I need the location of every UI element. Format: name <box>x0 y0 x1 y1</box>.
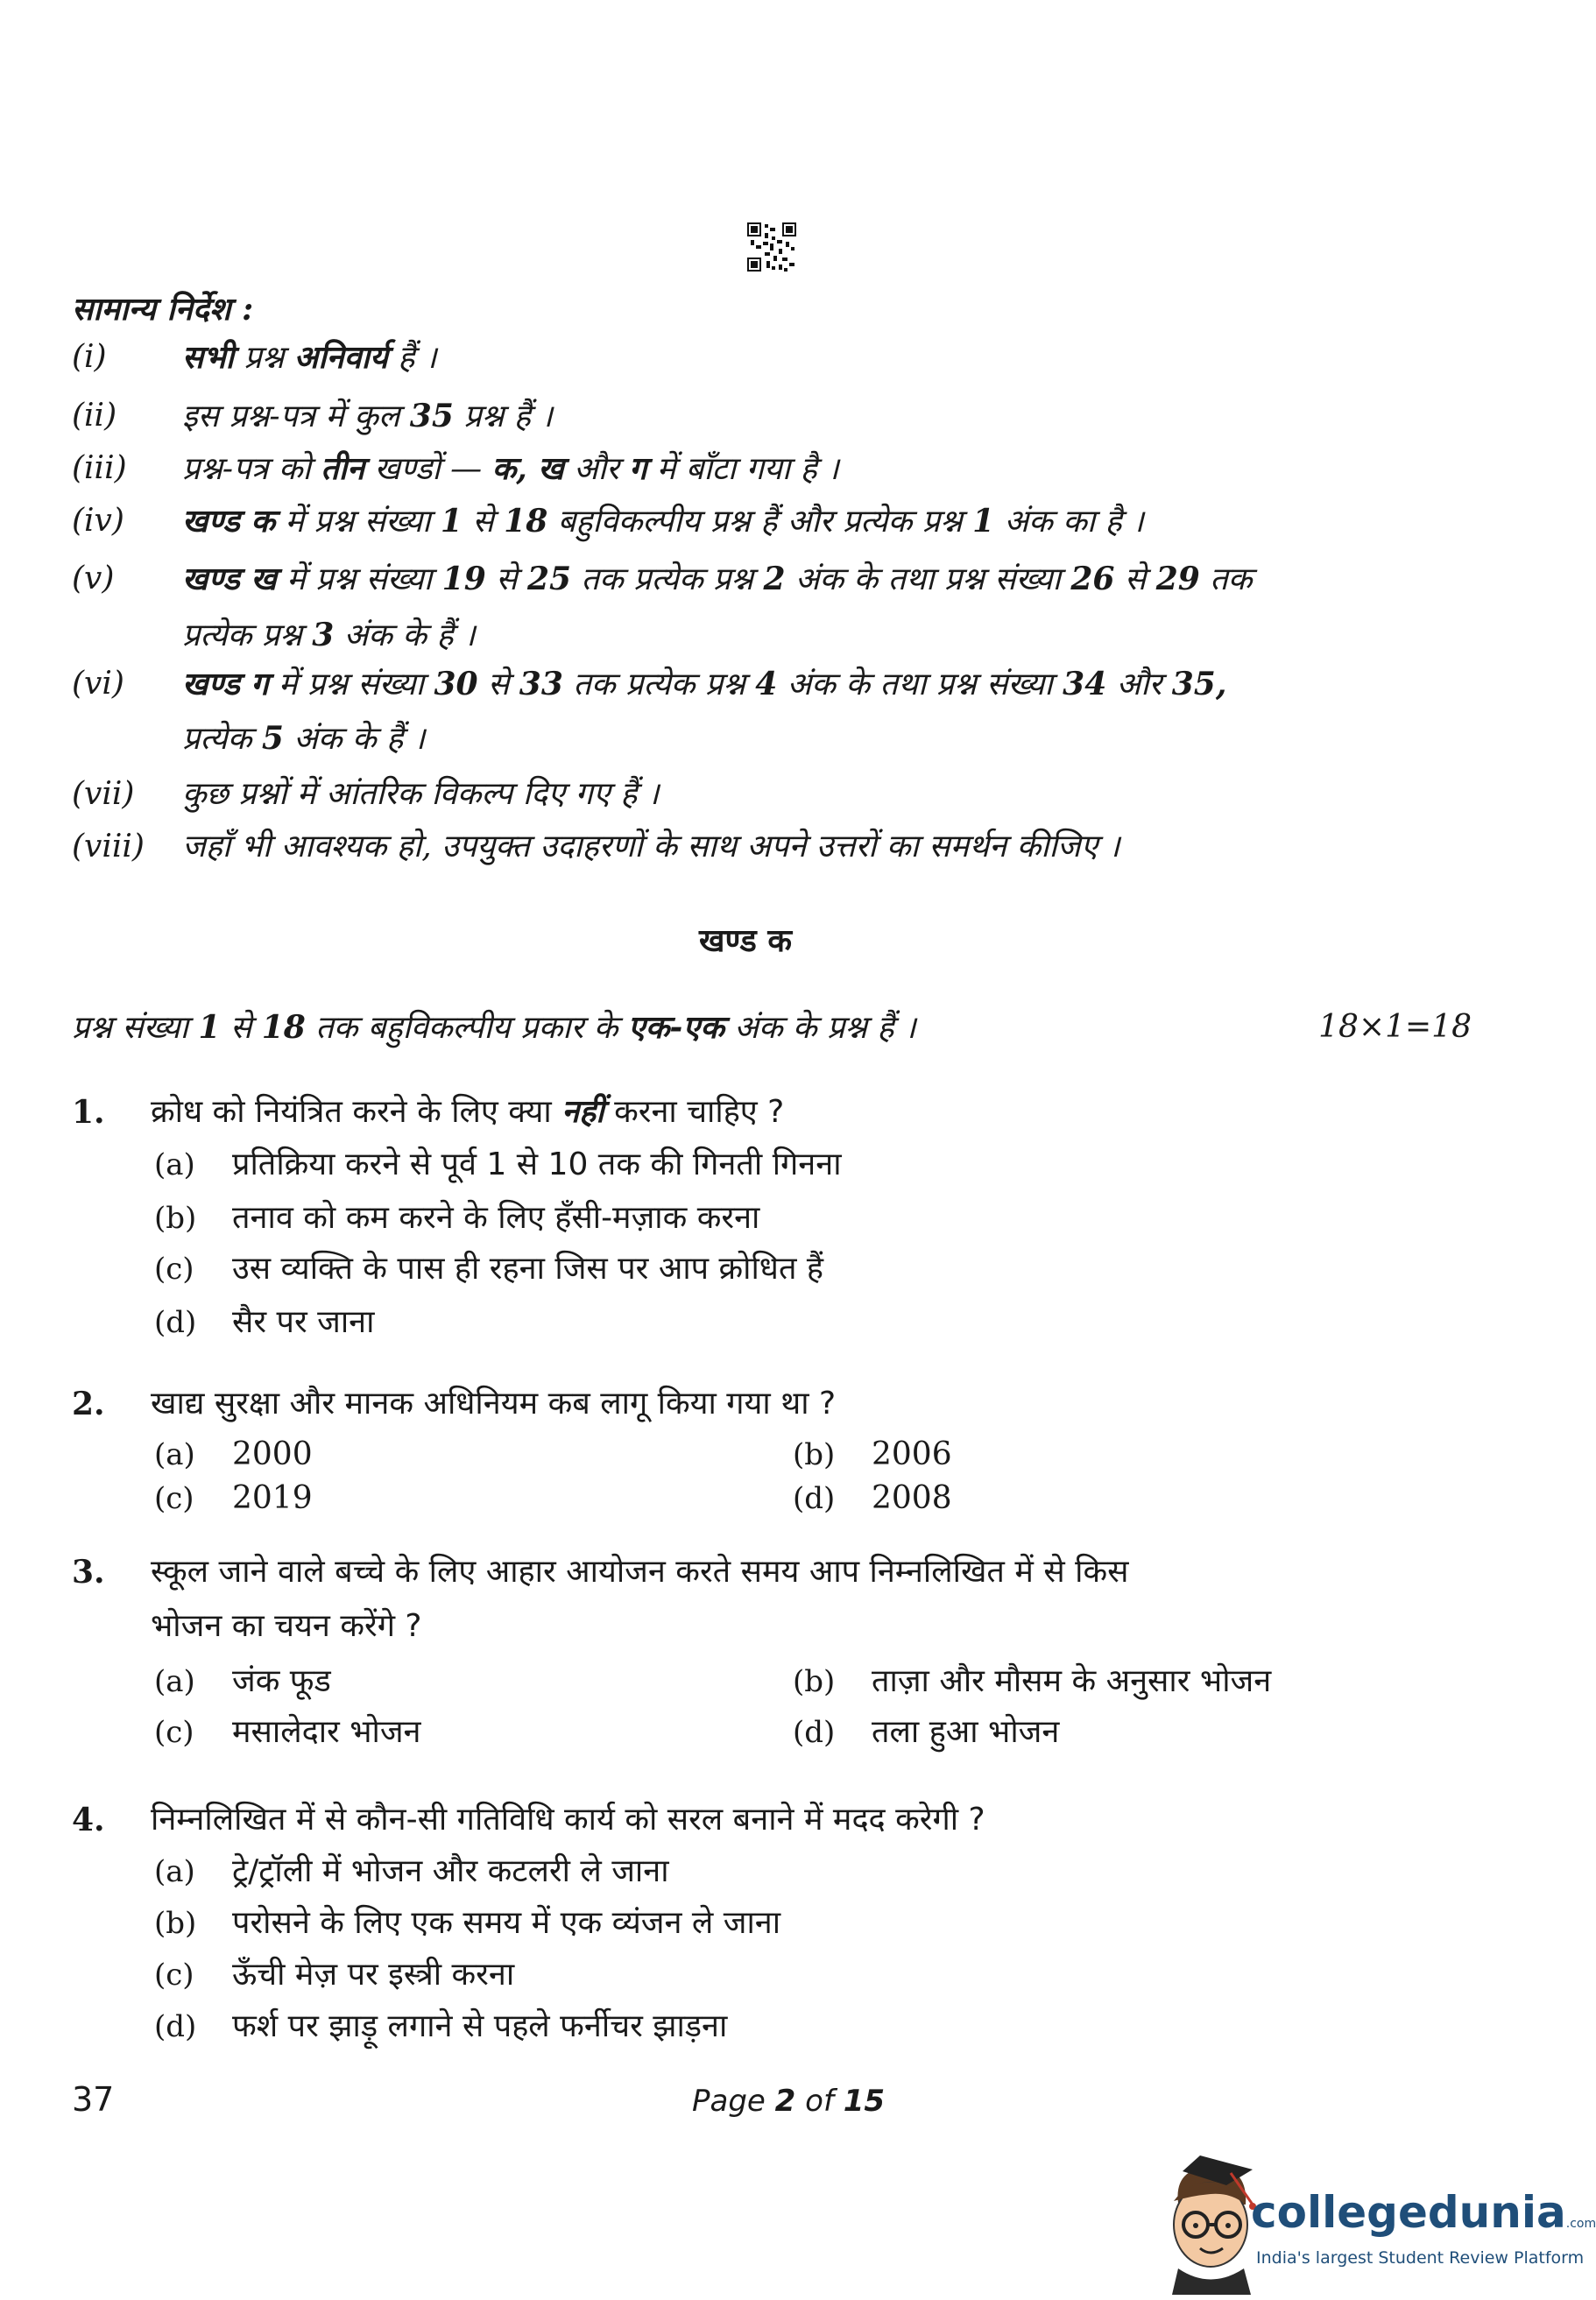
instruction-number: (iii) <box>72 450 127 486</box>
brand-name: collegedunia <box>1251 2187 1566 2238</box>
option-label: (c) <box>154 1958 194 1993</box>
instruction-number: (vii) <box>72 776 135 812</box>
brand-tagline: India's largest Student Review Platform <box>1256 2248 1585 2268</box>
question-text: क्रोध को नियंत्रित करने के लिए क्या नहीं करना चाहिए ? <box>151 1094 785 1130</box>
section-title: खण्ड क <box>699 923 792 959</box>
instruction-item: खण्ड क में प्रश्न संख्या 1 से 18 बहुविकल्पीय प्रश्न हैं और प्रत्येक प्रश्न 1 अंक का है । <box>182 503 1144 540</box>
option-label: (c) <box>154 1252 194 1287</box>
option-text: 2019 <box>232 1480 313 1516</box>
instruction-item: कुछ प्रश्नों में आंतरिक विकल्प दिए गए हैं । <box>182 776 660 812</box>
option-label: (a) <box>154 1854 195 1889</box>
brand-tld: .com <box>1565 2217 1596 2231</box>
option-text: परोसने के लिए एक समय में एक व्यंजन ले जाना <box>232 1905 781 1941</box>
instruction-item: सभी प्रश्न अनिवार्य हैं । <box>182 339 437 376</box>
option-text: मसालेदार भोजन <box>232 1714 421 1750</box>
question-text: निम्नलिखित में से कौन-सी गतिविधि कार्य को सरल बनाने में मदद करेगी ? <box>151 1802 985 1838</box>
option-text: तला हुआ भोजन <box>872 1714 1060 1750</box>
option-text: सैर पर जाना <box>232 1304 375 1340</box>
section-intro: प्रश्न संख्या 1 से 18 तक बहुविकल्पीय प्रकार के एक-एक अंक के प्रश्न हैं । <box>72 1009 916 1046</box>
option-text: जंक फूड <box>232 1663 331 1699</box>
instruction-item: जहाँ भी आवश्यक हो, उपयुक्त उदाहरणों के साथ अपने उत्तरों का समर्थन कीजिए । <box>182 829 1120 864</box>
instruction-item-continued: प्रत्येक 5 अंक के हैं । <box>182 720 426 757</box>
option-label: (c) <box>154 1715 194 1750</box>
instruction-number: (ii) <box>72 398 117 434</box>
option-text: तनाव को कम करने के लिए हँसी-मज़ाक करना <box>232 1200 760 1236</box>
option-label: (c) <box>154 1481 194 1516</box>
question-number: 1. <box>72 1094 105 1131</box>
question-text-continued: भोजन का चयन करेंगे ? <box>151 1608 422 1644</box>
question-number: 3. <box>72 1554 105 1591</box>
collegedunia-logo <box>1148 2150 1596 2295</box>
option-label: (b) <box>154 1906 197 1941</box>
question-text: स्कूल जाने वाले बच्चे के लिए आहार आयोजन करते समय आप निम्नलिखित में से किस <box>151 1554 1129 1590</box>
qr-code <box>747 222 796 272</box>
option-label: (a) <box>154 1664 195 1699</box>
instructions-heading: सामान्य निर्देश : <box>72 291 254 328</box>
option-text: 2000 <box>232 1436 313 1472</box>
option-text: उस व्यक्ति के पास ही रहना जिस पर आप क्रोधित हैं <box>232 1251 824 1287</box>
option-label: (a) <box>154 1437 195 1472</box>
option-label: (d) <box>793 1715 836 1750</box>
question-number: 2. <box>72 1386 105 1422</box>
instruction-item-continued: प्रत्येक प्रश्न 3 अंक के हैं । <box>182 617 476 653</box>
option-label: (d) <box>154 1305 197 1340</box>
option-text: ट्रे/ट्रॉली में भोजन और कटलरी ले जाना <box>232 1853 669 1889</box>
option-text: प्रतिक्रिया करने से पूर्व 1 से 10 तक की गिनती गिनना <box>232 1146 842 1182</box>
option-text: ऊँची मेज़ पर इस्त्री करना <box>232 1957 515 1993</box>
option-text: 2008 <box>872 1480 952 1516</box>
instruction-number: (viii) <box>72 829 145 864</box>
question-number: 4. <box>72 1802 105 1838</box>
instruction-item: खण्ड ग में प्रश्न संख्या 30 से 33 तक प्रत्येक प्रश्न 4 अंक के तथा प्रश्न संख्या 34 और 35, <box>182 666 1227 702</box>
option-text: 2006 <box>872 1436 952 1472</box>
option-label: (b) <box>154 1201 197 1236</box>
instruction-number: (iv) <box>72 503 124 539</box>
option-text: ताज़ा और मौसम के अनुसार भोजन <box>872 1663 1272 1699</box>
instruction-item: प्रश्न-पत्र को तीन खण्डों — क, ख और ग में बाँटा गया है । <box>182 450 839 487</box>
instruction-number: (vi) <box>72 666 124 702</box>
instruction-number: (v) <box>72 561 115 596</box>
instruction-item: खण्ड ख में प्रश्न संख्या 19 से 25 तक प्रत्येक प्रश्न 2 अंक के तथा प्रश्न संख्या 26 से 29 तक <box>182 561 1253 597</box>
option-label: (d) <box>154 2009 197 2044</box>
instruction-number: (i) <box>72 339 107 375</box>
option-label: (b) <box>793 1664 836 1699</box>
paper-code: 37 <box>72 2080 115 2119</box>
option-label: (d) <box>793 1481 836 1516</box>
option-label: (b) <box>793 1437 836 1472</box>
section-marks: 18×1=18 <box>1318 1009 1472 1045</box>
option-label: (a) <box>154 1147 195 1182</box>
page-number: Page 2 of 15 <box>692 2084 886 2119</box>
instruction-item: इस प्रश्न-पत्र में कुल 35 प्रश्न हैं । <box>182 398 553 434</box>
option-text: फर्श पर झाड़ू लगाने से पहले फर्नीचर झाड़ना <box>232 2008 728 2044</box>
question-text: खाद्य सुरक्षा और मानक अधिनियम कब लागू किया गया था ? <box>151 1386 837 1422</box>
